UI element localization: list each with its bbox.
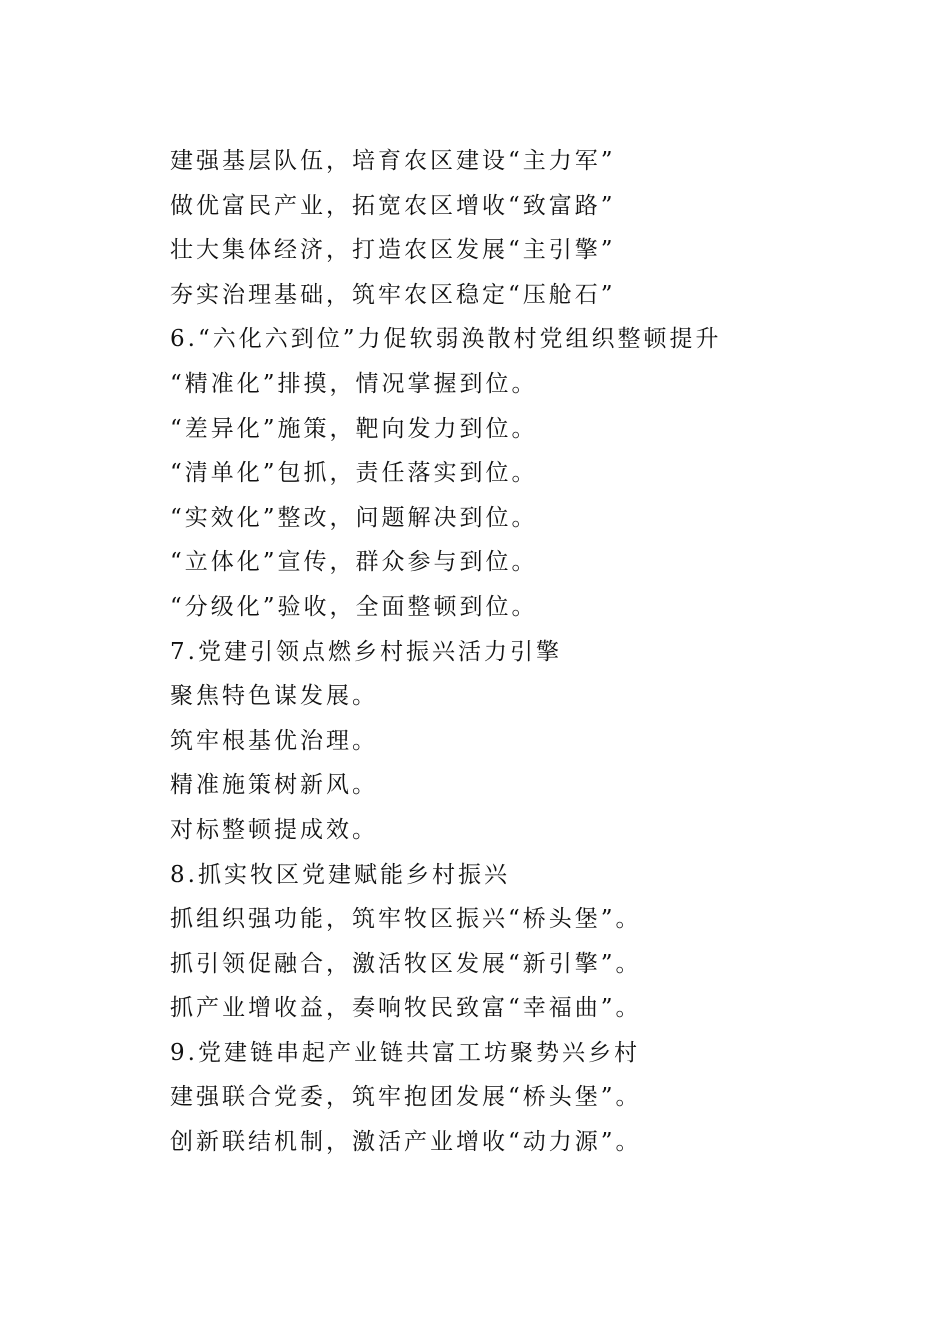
text-line: “精准化”排摸，情况掌握到位。 [170,370,538,397]
text-line: “清单化”包抓，责任落实到位。 [170,460,538,487]
text-line: 壮大集体经济，打造农区发展“主引擎” [170,237,616,264]
text-line: “分级化”验收，全面整顿到位。 [170,593,538,620]
text-line: 建强基层队伍，培育农区建设“主力军” [170,148,616,174]
text-line: 建强联合党委，筑牢抱团发展“桥头堡”。 [170,1084,642,1111]
text-line: “实效化”整改，问题解决到位。 [170,504,538,531]
text-line: “立体化”宣传，群众参与到位。 [170,549,538,576]
text-line: 精准施策树新风。 [170,772,378,799]
text-line: 夯实治理基础，筑牢农区稳定“压舱石” [170,281,616,308]
text-line: “差异化”施策，靶向发力到位。 [170,415,538,442]
text-line: 筑牢根基优治理。 [170,727,378,754]
text-line: 聚焦特色谋发展。 [170,683,378,710]
text-line: 创新联结机制，激活产业增收“动力源”。 [170,1129,642,1156]
text-line: 抓组织强功能，筑牢牧区振兴“桥头堡”。 [170,906,642,933]
section-heading-8: 8.抓实牧区党建赋能乡村振兴 [170,861,510,888]
document-body [170,139,870,1165]
text-line: 做优富民产业，拓宽农区增收“致富路” [170,192,616,219]
text-line: 抓引领促融合，激活牧区发展“新引擎”。 [170,950,642,977]
text-line: 抓产业增收益，奏响牧民致富“幸福曲”。 [170,995,642,1022]
section-heading-7: 7.党建引领点燃乡村振兴活力引擎 [170,638,562,665]
text-line: 对标整顿提成效。 [170,816,378,843]
section-heading-9: 9.党建链串起产业链共富工坊聚势兴乡村 [170,1039,640,1066]
section-heading-6: 6.“六化六到位”力促软弱涣散村党组织整顿提升 [170,326,722,353]
